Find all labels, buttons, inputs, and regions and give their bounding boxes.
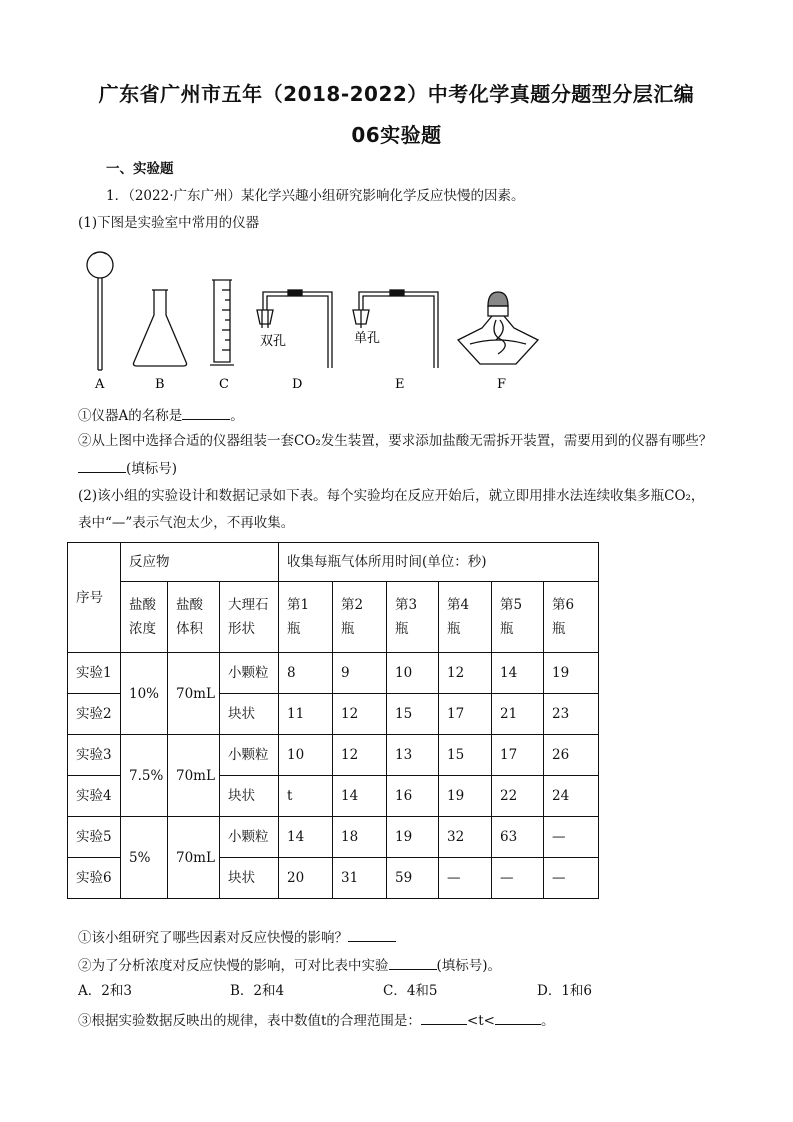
concentration-cell: 10% <box>121 653 168 735</box>
time-cell: 21 <box>492 694 544 735</box>
question-1 <box>78 405 244 425</box>
time-cell: 10 <box>279 735 333 776</box>
option-a[interactable]: A．2和3 <box>78 983 132 999</box>
time-cell: 8 <box>279 653 333 694</box>
experiment-name-cell: 实验5 <box>68 817 121 858</box>
subheader-text: 形状 <box>228 621 255 637</box>
subheader-cell <box>387 582 439 653</box>
time-cell: — <box>544 817 599 858</box>
time-cell: t <box>279 776 333 817</box>
question-2-line1: ②从上图中选择合适的仪器组装一套CO₂发生装置，要求添加盐酸无需拆开装置，需要用到的仪器有哪些？ <box>78 433 713 449</box>
time-cell: — <box>492 858 544 899</box>
answer-blank[interactable] <box>182 405 230 420</box>
figure-letter-a: A <box>95 377 105 392</box>
question-intro: 1．（2022·广东广州）某化学兴趣小组研究影响化学反应快慢的因素。 <box>106 188 525 204</box>
option-c[interactable]: C．4和5 <box>383 983 438 999</box>
time-cell: 63 <box>492 817 544 858</box>
double-hole-label: 双孔 <box>260 334 287 349</box>
q1-text: ①仪器A的名称是 <box>78 408 183 424</box>
figure-letter-d: D <box>292 377 303 392</box>
single-hole-label: 单孔 <box>354 331 381 346</box>
time-cell: 26 <box>544 735 599 776</box>
q5-text: ③根据实验数据反映出的规律，表中数值t的合理范围是： <box>78 1013 421 1029</box>
experiment-name-cell: 实验6 <box>68 858 121 899</box>
answer-blank[interactable] <box>78 458 126 473</box>
subheader-text: 第5 <box>500 597 523 613</box>
time-cell: 14 <box>279 817 333 858</box>
time-cell: 15 <box>387 694 439 735</box>
page-title: 广东省广州市五年（2018-2022）中考化学真题分题型分层汇编 <box>98 82 695 106</box>
double-hole-stopper-icon <box>257 290 332 368</box>
question-4 <box>78 955 501 975</box>
time-cell: 11 <box>279 694 333 735</box>
time-cell: 12 <box>333 735 387 776</box>
answer-blank[interactable] <box>348 927 396 942</box>
subheader-text: 瓶 <box>552 621 566 637</box>
time-cell: 32 <box>439 817 492 858</box>
part1-intro: (1)下图是实验室中常用的仪器 <box>78 215 260 231</box>
q2-hint: (填标号) <box>126 461 178 477</box>
time-cell: 19 <box>387 817 439 858</box>
question-3 <box>78 927 396 947</box>
subheader-text: 瓶 <box>500 621 514 637</box>
experiment-name-cell: 实验1 <box>68 653 121 694</box>
conical-flask-icon <box>133 290 186 366</box>
graduated-cylinder-icon <box>210 280 234 365</box>
table-row <box>68 817 599 858</box>
time-cell: — <box>439 858 492 899</box>
question-5 <box>78 1010 555 1030</box>
header-seq: 序号 <box>68 543 121 653</box>
part2-line1: (2)该小组的实验设计和数据记录如下表。每个实验均在反应开始后，就立即用排水法连续收集多瓶CO₂， <box>78 488 705 504</box>
time-cell: 9 <box>333 653 387 694</box>
subheader-text: 瓶 <box>395 621 409 637</box>
time-cell: 12 <box>333 694 387 735</box>
subheader-cell <box>220 582 279 653</box>
thistle-funnel-icon <box>87 252 113 370</box>
time-cell: 31 <box>333 858 387 899</box>
experiment-name-cell: 实验3 <box>68 735 121 776</box>
time-cell: 12 <box>439 653 492 694</box>
subheader-cell <box>492 582 544 653</box>
q4-hint: (填标号)。 <box>436 958 502 974</box>
subheader-cell <box>121 582 168 653</box>
page-subtitle: 06实验题 <box>351 123 442 147</box>
header-reactants: 反应物 <box>121 543 279 582</box>
answer-blank[interactable] <box>389 955 437 970</box>
volume-cell: 70mL <box>168 817 220 899</box>
option-d[interactable]: D．1和6 <box>537 983 593 999</box>
q4-text: ②为了分析浓度对反应快慢的影响，可对比表中实验 <box>78 958 389 974</box>
section-heading: 一、实验题 <box>106 161 174 177</box>
shape-cell: 小颗粒 <box>220 817 279 858</box>
time-cell: 10 <box>387 653 439 694</box>
answer-blank[interactable] <box>495 1010 541 1025</box>
experiment-name-cell: 实验2 <box>68 694 121 735</box>
subheader-cell <box>544 582 599 653</box>
subheader-text: 瓶 <box>341 621 355 637</box>
figure-letter-e: E <box>395 377 405 392</box>
time-cell: 22 <box>492 776 544 817</box>
table-row <box>68 653 599 694</box>
single-hole-stopper-icon <box>353 290 438 368</box>
part2-line2: 表中“—”表示气泡太少，不再收集。 <box>78 515 295 531</box>
time-cell: 59 <box>387 858 439 899</box>
header-time: 收集每瓶气体所用时间(单位：秒) <box>279 543 599 582</box>
time-cell: 19 <box>439 776 492 817</box>
time-cell: 14 <box>333 776 387 817</box>
q1-punct: 。 <box>230 408 244 424</box>
time-cell: 24 <box>544 776 599 817</box>
option-b[interactable]: B．2和4 <box>230 983 285 999</box>
time-cell: — <box>544 858 599 899</box>
time-cell: 20 <box>279 858 333 899</box>
subheader-text: 第6 <box>552 597 575 613</box>
q3-text: ①该小组研究了哪些因素对反应快慢的影响？ <box>78 930 348 946</box>
q5-range: <t< <box>466 1013 495 1029</box>
subheader-cell <box>168 582 220 653</box>
concentration-cell: 5% <box>121 817 168 899</box>
subheader-text: 第4 <box>447 597 470 613</box>
time-cell: 13 <box>387 735 439 776</box>
question-2-line2 <box>78 458 177 478</box>
shape-cell: 块状 <box>220 776 279 817</box>
time-cell: 19 <box>544 653 599 694</box>
apparatus-figure <box>70 240 570 400</box>
experiment-name-cell: 实验4 <box>68 776 121 817</box>
shape-cell: 小颗粒 <box>220 653 279 694</box>
subheader-text: 体积 <box>176 621 203 637</box>
subheader-text: 第1 <box>287 597 310 613</box>
experiment-table <box>67 542 599 899</box>
time-cell: 15 <box>439 735 492 776</box>
figure-letter-c: C <box>219 377 229 392</box>
subheader-text: 大理石 <box>228 597 269 613</box>
shape-cell: 块状 <box>220 694 279 735</box>
subheader-text: 瓶 <box>447 621 461 637</box>
subheader-text: 盐酸 <box>129 597 156 613</box>
alcohol-lamp-icon <box>458 292 538 364</box>
subheader-cell <box>279 582 333 653</box>
shape-cell: 块状 <box>220 858 279 899</box>
time-cell: 14 <box>492 653 544 694</box>
time-cell: 18 <box>333 817 387 858</box>
subheader-text: 第2 <box>341 597 364 613</box>
q5-punct: 。 <box>541 1013 555 1029</box>
time-cell: 17 <box>439 694 492 735</box>
time-cell: 23 <box>544 694 599 735</box>
time-cell: 16 <box>387 776 439 817</box>
volume-cell: 70mL <box>168 735 220 817</box>
answer-blank[interactable] <box>421 1010 467 1025</box>
subheader-text: 浓度 <box>129 621 156 637</box>
volume-cell: 70mL <box>168 653 220 735</box>
figure-letter-b: B <box>155 377 165 392</box>
subheader-text: 盐酸 <box>176 597 203 613</box>
subheader-cell <box>439 582 492 653</box>
shape-cell: 小颗粒 <box>220 735 279 776</box>
time-cell: 17 <box>492 735 544 776</box>
subheader-text: 第3 <box>395 597 418 613</box>
concentration-cell: 7.5% <box>121 735 168 817</box>
subheader-cell <box>333 582 387 653</box>
table-row <box>68 735 599 776</box>
figure-letter-f: F <box>497 377 507 392</box>
subheader-text: 瓶 <box>287 621 301 637</box>
